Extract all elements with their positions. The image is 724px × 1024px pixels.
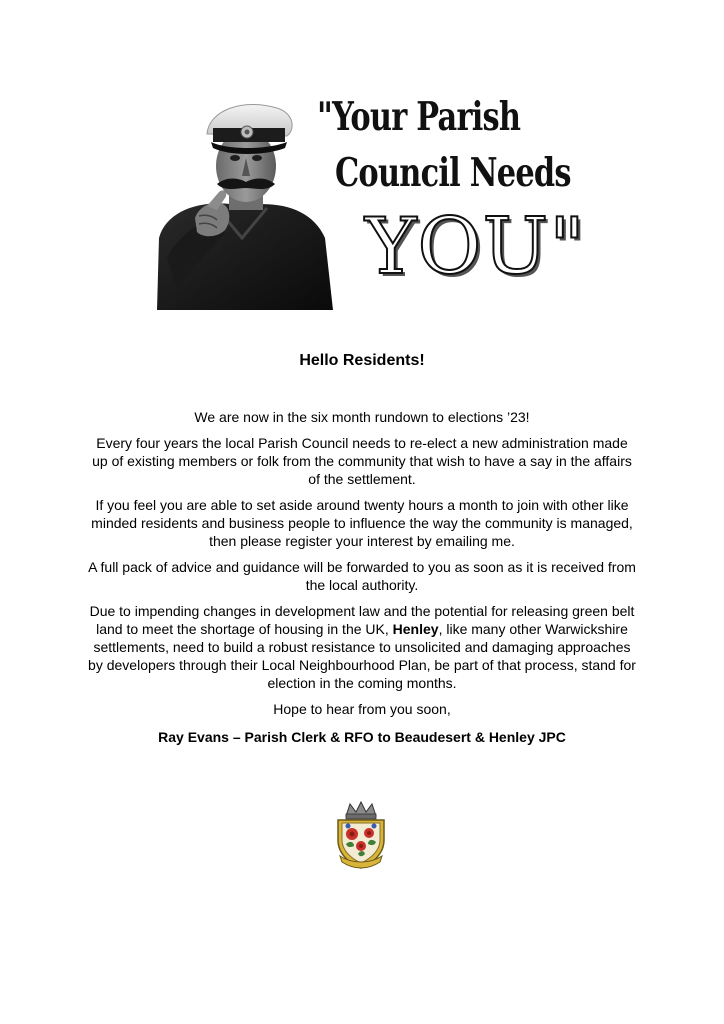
pointing-man-illustration: [147, 88, 337, 310]
poster-slogan-line-3: YOU": [365, 202, 587, 292]
closing-line: Hope to hear from you soon,: [273, 701, 451, 717]
poster-slogan-line-1: "Your Parish: [317, 94, 521, 140]
greeting-heading: Hello Residents!: [299, 352, 425, 369]
paragraph-development-start: Due to impending changes in development law and the potential for releasing green belt land to meet the shortage of housing in the UK,: [89, 603, 635, 637]
paragraph-elections: We are now in the six month rundown to elections ’23!: [194, 409, 530, 425]
paragraph-development: [88, 602, 636, 692]
paragraph-council: Every four years the local Parish Council needs to re-elect a new administration made up of existing members or folk from the community that wish to have a say in the affairs of the settlement.: [92, 435, 632, 487]
recruitment-poster: [147, 88, 587, 310]
poster-slogan-line-2: Council Needs: [335, 150, 571, 196]
letter-body: [88, 345, 636, 754]
paragraph-volunteer: If you feel you are able to set aside around twenty hours a month to join with other like minded residents and business people to influence the way the community is managed, then please register your interest by emailing me.: [91, 497, 633, 549]
paragraph-advice: A full pack of advice and guidance will be forwarded to you as soon as it is received from the local authority.: [88, 559, 636, 593]
paragraph-development-end: , like many other Warwickshire settlements, need to build a robust resistance to unsolicited and damaging approaches by developers through their Local Neighbourhood Plan, be part of that process, stand for election in the coming months.: [88, 621, 636, 691]
parish-crest-icon: [332, 800, 390, 870]
signature: Ray Evans – Parish Clerk & RFO to Beaudesert & Henley JPC: [158, 729, 566, 745]
henley-highlight: Henley: [392, 621, 439, 637]
poster-slogan: [317, 94, 587, 304]
